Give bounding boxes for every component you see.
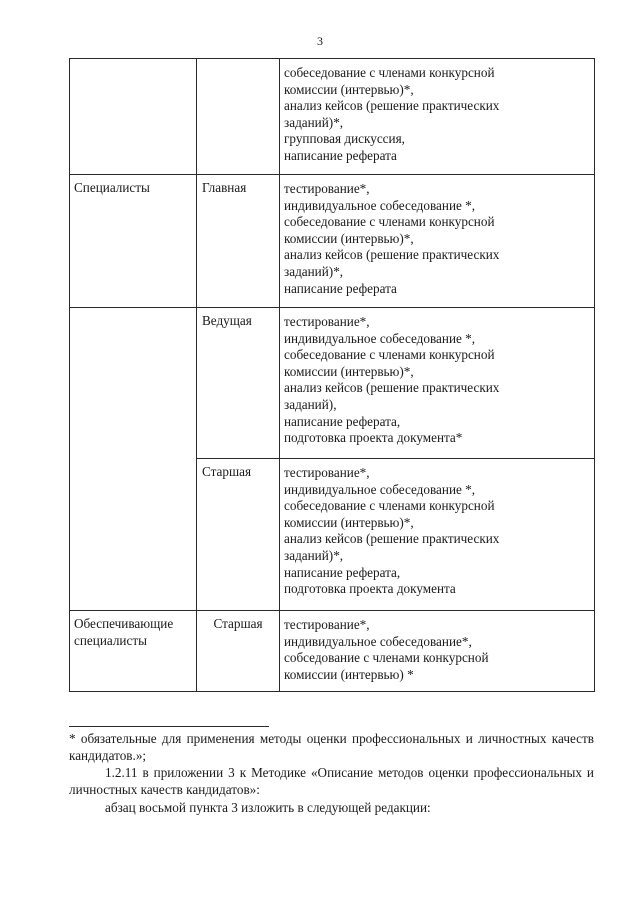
group-cell: [197, 308, 280, 459]
group-cell: [197, 459, 280, 611]
group-cell: [197, 59, 280, 175]
group-cell: [197, 175, 280, 308]
method-line: групповая дискуссия,: [284, 131, 405, 147]
method-line: написание реферата,: [284, 564, 401, 580]
method-line: собеседование с членами конкурсной: [284, 214, 495, 230]
table-row: [70, 308, 595, 459]
methods-cell: [280, 611, 595, 692]
page-number: 3: [317, 34, 323, 48]
method-line: собеседование с членами конкурсной: [284, 347, 495, 363]
footnote: * обязательные для применения методы оценки профессиональных и личностных качеств кандидатов.»;: [69, 731, 594, 763]
method-line: тестирование*,: [284, 465, 370, 480]
assessment-methods-table: [69, 58, 595, 692]
method-line: подготовка проекта документа*: [284, 430, 463, 446]
method-line: комиссии (интервью)*,: [284, 230, 414, 246]
method-line: анализ кейсов (решение практических: [284, 247, 500, 263]
method-line: анализ кейсов (решение практических: [284, 98, 500, 114]
category-cell: [70, 308, 197, 611]
category-cell: [70, 59, 197, 175]
group-label: Старшая: [202, 464, 252, 479]
method-line: индивидуальное собеседование *,: [284, 330, 476, 346]
methods-cell: [280, 59, 595, 175]
method-line: заданий),: [284, 396, 337, 412]
category-cell: [70, 611, 197, 692]
method-line: тестирование*,: [284, 617, 370, 632]
group-label: Ведущая: [202, 313, 252, 328]
method-line: написание реферата: [284, 280, 397, 296]
method-line: тестирование*,: [284, 314, 370, 329]
body-paragraph: 1.2.11 в приложении 3 к Методике «Описание методов оценки профессиональных и личностных качеств кандидатов»:: [69, 765, 594, 797]
methods-cell: [280, 459, 595, 611]
category-cell: [70, 175, 197, 308]
group-label: Старшая: [213, 616, 263, 631]
method-line: комиссии (интервью) *: [284, 666, 414, 682]
table-row: [70, 611, 595, 692]
group-label: Главная: [202, 180, 247, 195]
method-line: заданий)*,: [284, 114, 344, 130]
footnote-divider: [69, 726, 269, 727]
method-line: написание реферата,: [284, 413, 401, 429]
table-row: [70, 59, 595, 175]
group-cell: [197, 611, 280, 692]
category-label: специалисты: [74, 632, 147, 648]
method-line: комиссии (интервью)*,: [284, 514, 414, 530]
methods-cell: [280, 175, 595, 308]
method-line: индивидуальное собеседование *,: [284, 481, 476, 497]
method-line: комиссии (интервью)*,: [284, 363, 414, 379]
method-line: анализ кейсов (решение практических: [284, 380, 500, 396]
method-line: комиссии (интервью)*,: [284, 81, 414, 97]
method-line: тестирование*,: [284, 181, 370, 196]
body-paragraph: абзац восьмой пункта 3 изложить в следующей редакции:: [105, 800, 431, 815]
method-line: индивидуальное собеседование *,: [284, 197, 476, 213]
table-row: [70, 175, 595, 308]
method-line: написание реферата: [284, 147, 397, 163]
methods-cell: [280, 308, 595, 459]
method-line: подготовка проекта документа: [284, 581, 456, 597]
method-line: собседование с членами конкурсной: [284, 650, 489, 666]
category-label: Специалисты: [74, 180, 150, 195]
method-line: собеседование с членами конкурсной: [284, 65, 495, 80]
method-line: анализ кейсов (решение практических: [284, 531, 500, 547]
method-line: собеседование с членами конкурсной: [284, 498, 495, 514]
category-label: Обеспечивающие: [74, 616, 174, 631]
method-line: заданий)*,: [284, 263, 344, 279]
method-line: заданий)*,: [284, 547, 344, 563]
method-line: индивидуальное собеседование*,: [284, 633, 472, 649]
